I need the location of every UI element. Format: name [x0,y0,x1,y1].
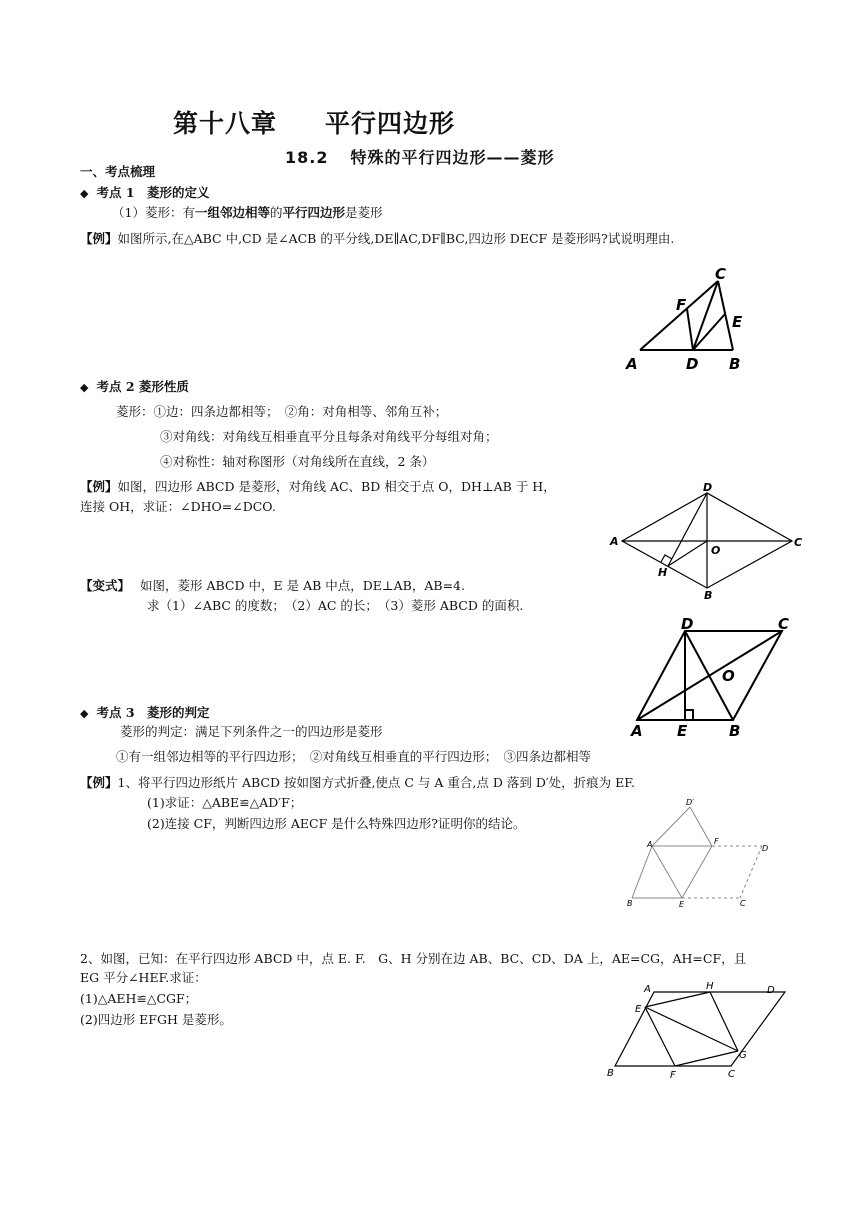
fig2-label-h: H [658,566,668,579]
diamond-bullet-icon: ◆ [80,381,89,394]
kp1-def-suffix: 是菱形 [345,205,383,220]
fig2-label-d: D [703,481,713,494]
kp2-example-1 [80,478,556,496]
chapter-number: 第十八章 [173,109,278,138]
kp3-example-1-q1: (1)求证：△ABE≌△AD′F； [147,795,303,810]
fig5-label-d: D [767,985,775,996]
figure-fold-parallelogram [622,796,772,911]
kp3-example-1-text: 1、将平行四边形纸片 ABCD 按如图方式折叠,使点 C 与 A 重合,点 D 落到 D′处，折痕为 EF. [117,775,635,790]
figure-rhombus-de [620,612,800,742]
kp2-variant-text: 如图，菱形 ABCD 中，E 是 AB 中点，DE⊥AB，AB=4. [140,578,465,593]
diamond-bullet-icon: ◆ [80,707,89,720]
figure-rhombus-dho [605,480,805,600]
fig4-label-c: C [740,899,746,908]
kp3-example-2-q1: (1)△AEH≌△CGF； [80,991,198,1006]
fig4-label-d: D [762,844,769,853]
fig5-label-e: E [635,1004,642,1015]
example-tag: 【例】 [80,231,118,246]
kp3-title: 考点 3 菱形的判定 [96,705,210,720]
kp2-example-2: 连接 OH，求证：∠DHO=∠DCO. [80,499,276,514]
fig4-label-a: A [647,840,653,849]
fig3-label-e: E [677,722,688,740]
kp1-example [80,230,674,248]
fig2-label-a: A [610,535,619,548]
kp1-def-mid: 的 [269,205,283,220]
fig4-label-e: E [679,900,685,909]
figure-triangle-abc [615,262,765,377]
variant-tag: 【变式】 [80,578,131,593]
fig3-label-o: O [722,667,735,685]
section-number: 18.2 [285,148,329,167]
chapter-name: 平行四边形 [325,109,456,138]
kp3-example-2-line2: EG 平分∠HEF.求证： [80,970,207,985]
fig1-label-b: B [729,355,741,373]
kp1-def-prefix: （1）菱形：有 [112,205,195,220]
kp2-prop-3: ④对称性：轴对称图形（对角线所在直线，2 条） [160,454,435,469]
example-tag: 【例】 [80,775,118,790]
fig4-label-dprime: D′ [686,798,694,807]
fig1-label-c: C [715,265,727,283]
kp2-title: 考点 2 菱形性质 [96,379,189,394]
fig2-label-c: C [794,536,803,549]
fig1-label-f: F [676,296,687,314]
fig5-label-c: C [728,1069,735,1080]
kp3-example-1 [80,774,635,792]
chapter-title [173,104,455,140]
fig5-label-a: A [644,984,651,995]
kp2-variant-2: 求（1）∠ABC 的度数； （2）AC 的长； （3）菱形 ABCD 的面积. [147,598,524,613]
kp3-example-2-q2: (2)四边形 EFGH 是菱形。 [80,1012,232,1027]
figure-parallelogram-efgh [602,976,792,1086]
section-name: 特殊的平行四边形——菱形 [350,148,555,167]
kp1-title: 考点 1 菱形的定义 [96,185,210,200]
kp3-example-2-line1: 2、如图，已知：在平行四边形 ABCD 中，点 E. F. G、H 分别在边 AB、BC、CD、DA 上，AE=CG，AH=CF，且 [80,951,747,966]
fig3-label-a: A [631,722,643,740]
example-tag: 【例】 [80,479,118,494]
kp2-prop-2: ③对角线：对角线互相垂直平分且每条对角线平分每组对角； [160,429,498,444]
kp2-prop-1: 菱形：①边：四条边都相等； ②角：对角相等、邻角互补； [116,404,448,419]
fig3-label-b: B [729,722,741,740]
fig4-label-f: F [714,837,719,846]
fig1-label-e: E [732,313,743,331]
kp1-def-bold2: 平行四边形 [282,205,346,220]
fig4-label-b: B [627,899,633,908]
kp2-variant-1 [80,577,465,595]
kp3-intro: 菱形的判定：满足下列条件之一的四边形是菱形 [120,724,383,739]
fig5-label-b: B [607,1068,614,1079]
kp2-example-text: 如图，四边形 ABCD 是菱形，对角线 AC、BD 相交于点 O，DH⊥AB 于 H， [117,479,556,494]
fig5-label-h: H [706,981,714,992]
fig3-label-c: C [778,615,790,633]
kp3-heading [80,704,210,723]
outline-heading: 一、考点梳理 [80,164,156,179]
kp2-heading [80,378,189,397]
kp3-example-1-q2: (2)连接 CF，判断四边形 AECF 是什么特殊四边形?证明你的结论。 [147,816,526,831]
diamond-bullet-icon: ◆ [80,187,89,200]
fig1-label-a: A [626,355,638,373]
kp1-definition [112,204,383,222]
kp1-def-bold1: 一组邻边相等 [194,205,270,220]
fig5-label-f: F [670,1070,676,1081]
fig2-label-o: O [711,544,721,557]
section-title [285,145,555,168]
fig1-label-d: D [686,355,699,373]
kp1-example-text: 如图所示,在△ABC 中,CD 是∠ACB 的平分线,DE∥AC,DF∥BC,四边形 DECF 是菱形吗?试说明理由. [117,231,675,246]
kp1-heading [80,184,210,203]
fig5-label-g: G [739,1050,747,1061]
fig3-label-d: D [681,615,694,633]
fig2-label-b: B [704,589,713,600]
kp3-conditions: ①有一组邻边相等的平行四边形； ②对角线互相垂直的平行四边形； ③四条边都相等 [116,749,592,764]
